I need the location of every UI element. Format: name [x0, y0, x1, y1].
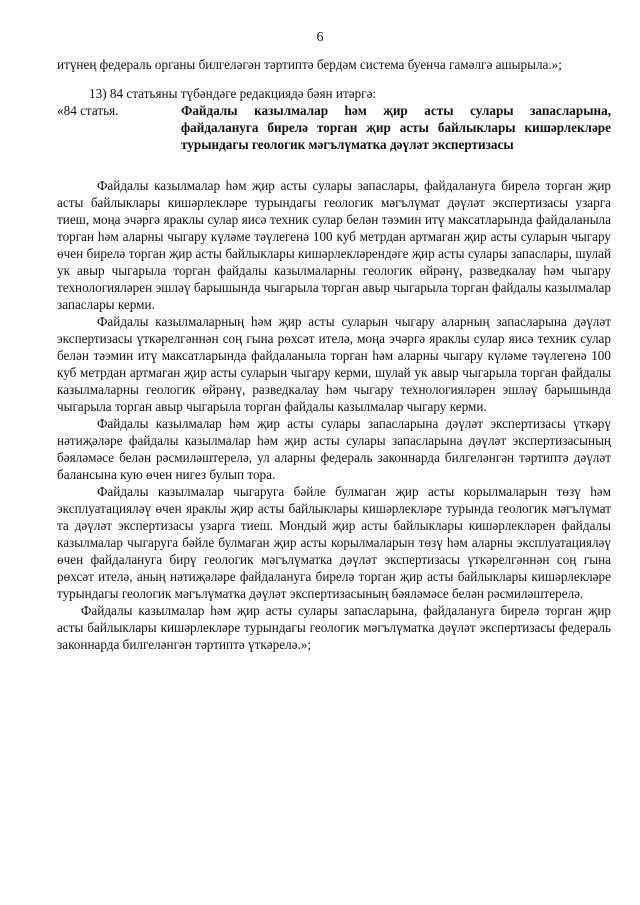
article-paragraph: Файдалы казылмалар чыгаруга бәйле булмаган җир асты корылмаларын төзү һәм эксплуатацияләү өчен яраклы җир асты байлыклары кишәрлекләре турында геологик мәгълүмат та дәүләт экспертизасы узарга тиеш. Мондый җир асты байлыклары кишәрлекләрен файдалы казылмалар чыгаруга бәйле булмаган җир асты корылмаларын төзү һәм аларны эксплуатацияләү өчен файдалануга бирү геологик мәгълүматка дәүләт экспертизасы үткәрелгәннән соң гына рөхсәт ителә, аның нәтиҗәләре файдалануга бирелә торган җир асты байлыклары кишәрлекләре турындагы геологик мәгълүматка дәүләт экспертизасының бәяләмәсе белән рәсмиләштерелә.	[57, 484, 611, 601]
page-number: 6	[316, 30, 324, 45]
article-paragraph: Файдалы казылмалар һәм җир асты сулары запасларына дәүләт экспертизасы үткәрү нәтиҗәләре файдалы казылмалар һәм җир асты сулары запасларына дәүләт экспертизасының бәяләмәсе белән рәсмиләштерелә, ул аларны федераль законнарда билгеләнгән тәртиптә дәүләт балансына кую өчен нигез булып тора.	[57, 416, 611, 482]
page-content	[57, 56, 611, 653]
lead-paragraph: итүнең федераль органы билгеләгән тәртиптә бердәм система буенча гамәлгә ашырыла.»;	[57, 57, 562, 72]
amendment-item	[57, 85, 611, 102]
article-paragraph: Файдалы казылмалар һәм җир асты сулары запаслары, файдалануга бирелә торган җир асты байлыклары кишәрлекләре турындагы геологик мәгълүмат дәүләт экспертизасы узарга тиеш, моңа эчәргә яраклы сулар яисә техник сулар белән тәэмин итү максатларында файдаланыла торган һәм аларны чыгару күләме тәүлегенә 100 куб метрдан артмаган җир асты суларын чыгару өчен бирелә торган җир асты байлыклары кишәрлекләрендәге җир асты сулары запаслары, шулай ук авыр чыгарыла торган файдалы казылмаларны геологик өйрәнү, разведкалау һәм чыгару технологияләрен эшләү барышында чыгарыла торган авыр чыгарыла торган файдалы казылмалар запаслары керми.	[57, 178, 611, 312]
article-heading	[57, 102, 611, 153]
article-title: Файдалы казылмалар һәм җир асты сулары запасларына, файдалануга бирелә торган җир асты байлыклары кишәрлекләре турындагы геологик мәгълүматка дәүләт экспертизасы	[181, 103, 611, 152]
article-paragraph: Файдалы казылмаларның һәм җир асты суларын чыгару аларның запасларына дәүләт экспертизасы үткәрелгәннән соң гына рөхсәт ителә, моңа эчәргә яраклы сулар яисә техник сулар белән тәэмин итү максатларында файдаланыла торган һәм аларны чыгару күләме тәүлегенә 100 куб метрдан артмаган җир асты суларын чыгару керми, шулай ук авыр чыгарыла торган файдалы казылмаларны геологик өйрәнү, разведкалау һәм чыгару технологияләрен эшләү барышында чыгарыла торган авыр чыгарыла торган файдалы казылмалар чыгару керми.	[57, 314, 611, 414]
closing-paragraph: Файдалы казылмалар һәм җир асты сулары запасларына, файдалануга бирелә торган җир асты байлыклары кишәрлекләре турындагы геологик мәгълүматка дәүләт экспертизасы федераль законнарда билгеләнгән тәртиптә үткәрелә.»;	[57, 603, 611, 652]
article-label: «84 статья.	[57, 103, 119, 118]
item-text: 84 статьяны түбәндәге редакциядә бәян итәргә:	[109, 86, 377, 101]
item-number: 13)	[89, 86, 107, 101]
